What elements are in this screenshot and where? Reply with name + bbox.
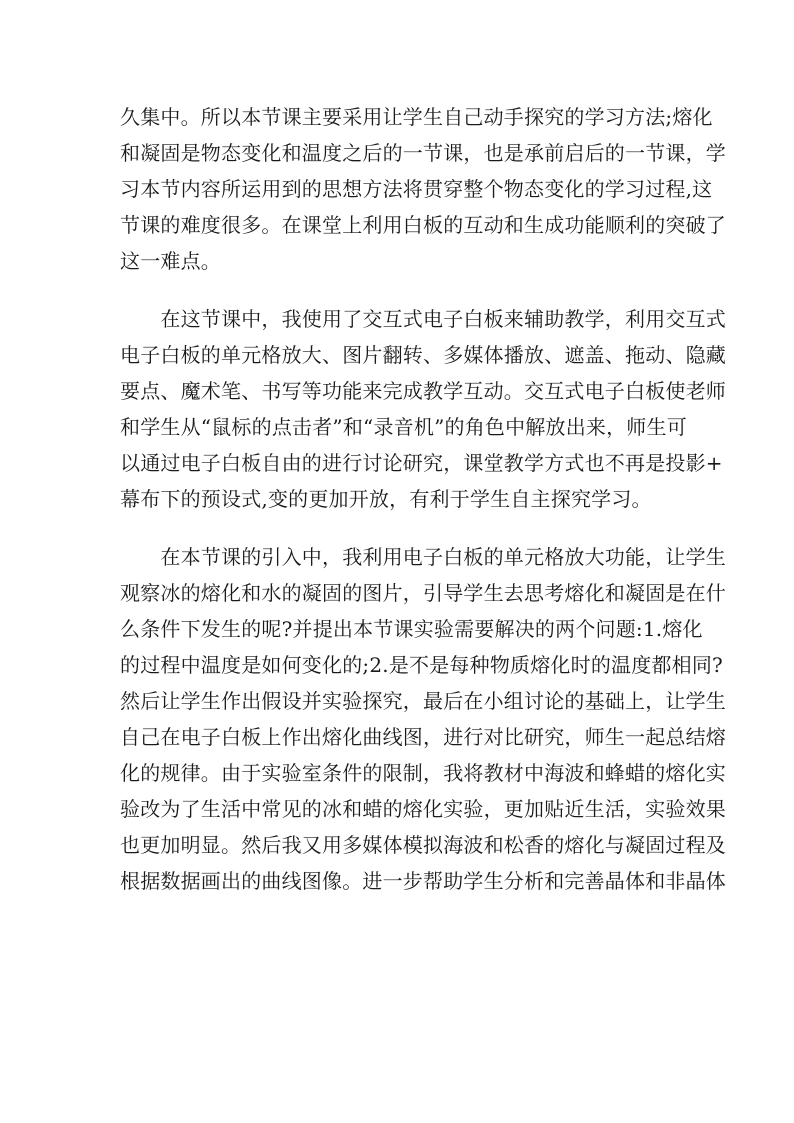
paragraph-3 [120,539,726,899]
text-line: 在本节课的引入中，我利用电子白板的单元格放大功能，让学生 [120,545,726,569]
text-line: 幕布下的预设式,变的更加开放，有利于学生自主探究学习。 [120,487,652,511]
text-line: 然后让学生作出假设并实验探究，最后在小组讨论的基础上，让学生 [120,689,726,713]
paragraph-1 [120,99,726,279]
text-line: 在这节课中，我使用了交互式电子白板来辅助教学，利用交互式 [120,307,726,331]
text-line: 也更加明显。然后我又用多媒体模拟海波和松香的熔化与凝固过程及 [120,833,726,857]
text-line: 习本节内容所运用到的思想方法将贯穿整个物态变化的学习过程,这 [120,177,713,201]
paragraph-spacer [120,517,690,539]
text-line: 和学生从“鼠标的点击者”和“录音机”的角色中解放出来，师生可 [120,415,687,439]
text-line: 节课的难度很多。在课堂上利用白板的互动和生成功能顺利的突破了 [120,213,726,237]
paragraph-spacer [120,279,690,301]
text-line: 根据数据画出的曲线图像。进一步帮助学生分析和完善晶体和非晶体 [120,869,726,893]
text-line: 以通过电子白板自由的进行讨论研究，课堂教学方式也不再是投影+ [120,451,723,475]
text-line: 么条件下发生的呢?并提出本节课实验需要解决的两个问题:1.熔化 [120,617,703,641]
text-line: 和凝固是物态变化和温度之后的一节课，也是承前启后的一节课，学 [120,141,726,165]
paragraph-2 [120,301,726,517]
text-line: 要点、魔术笔、书写等功能来完成教学互动。交互式电子白板使老师 [120,379,726,403]
document-body [120,99,726,899]
text-line: 观察冰的熔化和水的凝固的图片，引导学生去思考熔化和凝固是在什 [120,581,726,605]
text-line: 这一难点。 [120,249,221,273]
text-line: 的过程中温度是如何变化的;2.是不是每种物质熔化时的温度都相同? [120,653,723,677]
text-line: 自己在电子白板上作出熔化曲线图，进行对比研究，师生一起总结熔 [120,725,726,749]
text-line: 电子白板的单元格放大、图片翻转、多媒体播放、遮盖、拖动、隐藏 [120,343,726,367]
text-line: 化的规律。由于实验室条件的限制，我将教材中海波和蜂蜡的熔化实 [120,761,726,785]
text-line: 验改为了生活中常见的冰和蜡的熔化实验，更加贴近生活，实验效果 [120,797,726,821]
text-line: 久集中。所以本节课主要采用让学生自己动手探究的学习方法;熔化 [120,105,713,129]
